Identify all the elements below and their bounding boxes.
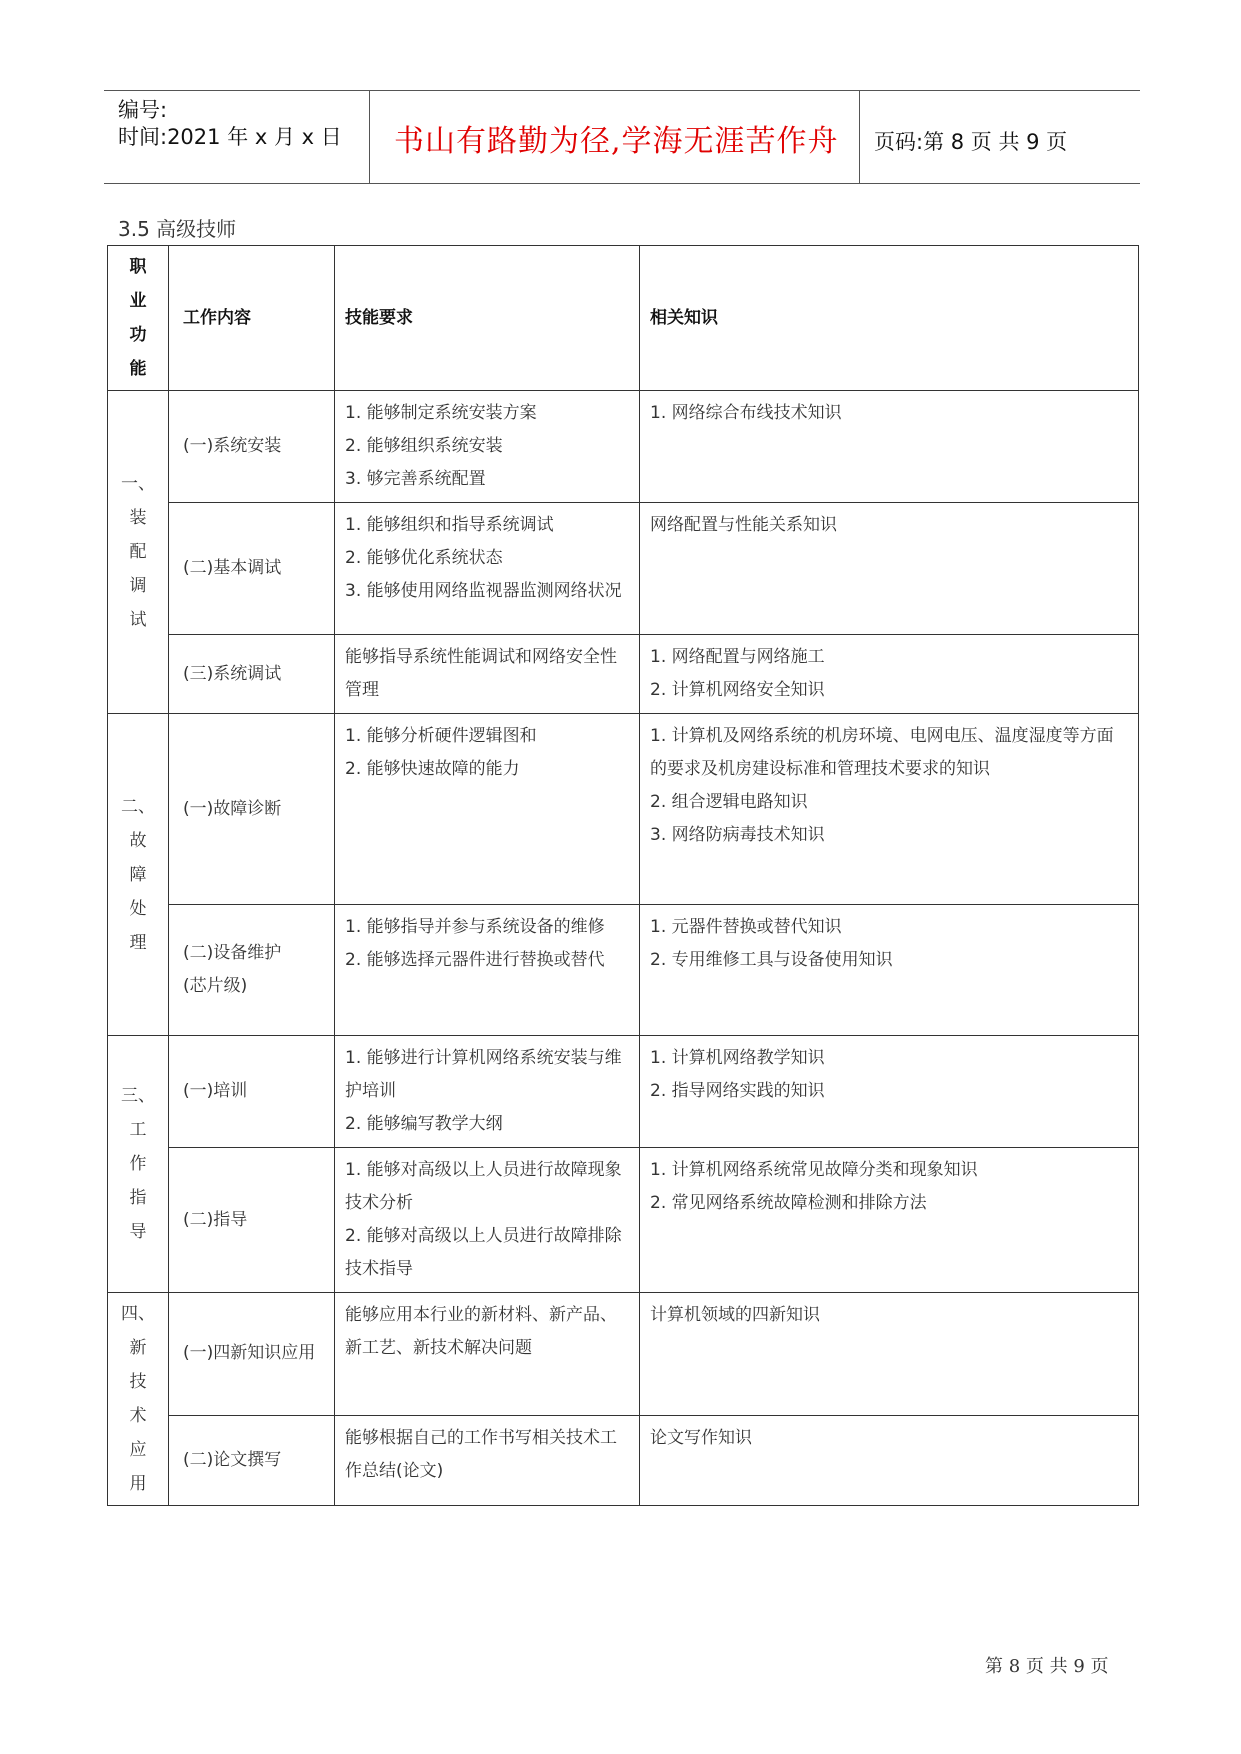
knowledge-cell bbox=[640, 635, 1139, 714]
header-page-label: 页码:第 8 页 共 9 页 bbox=[874, 130, 1068, 154]
skill-cell bbox=[335, 905, 640, 1036]
function-char: 指 bbox=[129, 1188, 147, 1208]
skill-item: 2. 能够快速故障的能力 bbox=[345, 759, 520, 779]
knowledge-item: 3. 网络防病毒技术知识 bbox=[650, 825, 825, 845]
skill-cell bbox=[335, 714, 640, 905]
function-char: 试 bbox=[129, 610, 147, 630]
table-row bbox=[108, 1293, 1139, 1416]
table-row bbox=[108, 635, 1139, 714]
header-function-char: 业 bbox=[129, 291, 147, 311]
function-cell-troubleshooting bbox=[108, 714, 169, 1036]
header-bottom-rule bbox=[104, 183, 1140, 184]
function-cell-new-tech bbox=[108, 1293, 169, 1506]
work-cell: (三)系统调试 bbox=[169, 635, 335, 714]
skill-item: 1. 能够进行计算机网络系统安装与维护培训 bbox=[345, 1048, 622, 1101]
skill-item: 1. 能够分析硬件逻辑图和 bbox=[345, 726, 537, 746]
function-char: 新 bbox=[129, 1338, 147, 1358]
skill-item: 1. 能够对高级以上人员进行故障现象技术分析 bbox=[345, 1160, 622, 1213]
work-line: (二)设备维护 bbox=[183, 943, 282, 963]
header-skill-requirement: 技能要求 bbox=[335, 246, 640, 391]
work-cell: (一)培训 bbox=[169, 1036, 335, 1148]
skill-item: 3. 能够使用网络监视器监测网络状况 bbox=[345, 581, 622, 601]
knowledge-item: 1. 网络配置与网络施工 bbox=[650, 647, 825, 667]
header-function-char: 能 bbox=[129, 359, 147, 379]
table-row bbox=[108, 905, 1139, 1036]
table-row bbox=[108, 503, 1139, 635]
skill-item: 2. 能够组织系统安装 bbox=[345, 436, 503, 456]
knowledge-item: 2. 计算机网络安全知识 bbox=[650, 680, 825, 700]
function-char: 障 bbox=[129, 864, 147, 885]
function-char: 作 bbox=[129, 1154, 147, 1174]
table-row bbox=[108, 391, 1139, 503]
document-number-label: 编号: bbox=[118, 98, 168, 122]
function-char: 装 bbox=[129, 508, 147, 528]
function-cell-guidance bbox=[108, 1036, 169, 1293]
skill-cell bbox=[335, 1293, 640, 1416]
work-cell: (二)指导 bbox=[169, 1148, 335, 1293]
function-char: 三、 bbox=[121, 1086, 155, 1106]
document-time-label: 时间:2021 年 x 月 x 日 bbox=[118, 125, 342, 149]
skill-item: 能够根据自己的工作书写相关技术工作总结(论文) bbox=[345, 1427, 617, 1481]
function-char: 应 bbox=[129, 1440, 147, 1460]
skill-cell bbox=[335, 1415, 640, 1505]
skill-item: 3. 够完善系统配置 bbox=[345, 469, 486, 489]
table-row bbox=[108, 1148, 1139, 1293]
knowledge-item: 2. 专用维修工具与设备使用知识 bbox=[650, 950, 893, 970]
skill-item: 能够指导系统性能调试和网络安全性管理 bbox=[345, 647, 617, 700]
header-function bbox=[108, 246, 169, 391]
knowledge-item: 2. 常见网络系统故障检测和排除方法 bbox=[650, 1193, 927, 1213]
table-row bbox=[108, 1036, 1139, 1148]
skill-item: 2. 能够优化系统状态 bbox=[345, 548, 503, 568]
skill-item: 2. 能够编写教学大纲 bbox=[345, 1114, 503, 1134]
work-cell: (一)故障诊断 bbox=[169, 714, 335, 905]
function-char: 配 bbox=[129, 542, 147, 562]
knowledge-cell bbox=[640, 503, 1139, 635]
page-footer: 第 8 页 共 9 页 bbox=[985, 1656, 1109, 1677]
function-char: 一、 bbox=[121, 474, 155, 494]
function-char: 用 bbox=[129, 1474, 147, 1494]
knowledge-item: 计算机领域的四新知识 bbox=[650, 1305, 820, 1325]
section-title: 3.5 高级技师 bbox=[118, 217, 237, 241]
function-char: 调 bbox=[129, 576, 147, 596]
header-function-char: 职 bbox=[129, 257, 147, 277]
function-char: 四、 bbox=[121, 1304, 155, 1324]
function-char: 技 bbox=[129, 1372, 147, 1392]
header-divider-left bbox=[369, 90, 370, 183]
skill-item: 2. 能够选择元器件进行替换或替代 bbox=[345, 950, 605, 970]
knowledge-cell bbox=[640, 905, 1139, 1036]
knowledge-item: 1. 计算机及网络系统的机房环境、电网电压、温度湿度等方面的要求及机房建设标准和管理技术要求的知识 bbox=[650, 726, 1114, 779]
header-related-knowledge: 相关知识 bbox=[640, 246, 1139, 391]
work-line: (芯片级) bbox=[183, 976, 248, 996]
knowledge-item: 1. 元器件替换或替代知识 bbox=[650, 917, 842, 937]
knowledge-cell bbox=[640, 1148, 1139, 1293]
skill-cell bbox=[335, 1148, 640, 1293]
table-header-row bbox=[108, 246, 1139, 391]
function-char: 工 bbox=[129, 1120, 147, 1140]
work-cell bbox=[169, 905, 335, 1036]
knowledge-cell bbox=[640, 1293, 1139, 1416]
skills-table bbox=[107, 245, 1139, 1506]
skill-cell bbox=[335, 635, 640, 714]
work-cell: (二)论文撰写 bbox=[169, 1415, 335, 1505]
knowledge-item: 论文写作知识 bbox=[650, 1427, 752, 1448]
knowledge-item: 2. 指导网络实践的知识 bbox=[650, 1081, 825, 1101]
work-cell: (二)基本调试 bbox=[169, 503, 335, 635]
work-cell: (一)四新知识应用 bbox=[169, 1293, 335, 1416]
header-work-content: 工作内容 bbox=[169, 246, 335, 391]
skill-cell bbox=[335, 391, 640, 503]
skill-item: 1. 能够指导并参与系统设备的维修 bbox=[345, 917, 605, 937]
knowledge-item: 1. 计算机网络系统常见故障分类和现象知识 bbox=[650, 1160, 978, 1180]
function-cell-assembly bbox=[108, 391, 169, 714]
knowledge-cell bbox=[640, 391, 1139, 503]
header-top-rule bbox=[104, 90, 1140, 91]
knowledge-item: 1. 计算机网络教学知识 bbox=[650, 1048, 825, 1068]
skill-item: 2. 能够对高级以上人员进行故障排除技术指导 bbox=[345, 1226, 622, 1279]
function-char: 故 bbox=[129, 830, 147, 851]
work-cell: (一)系统安装 bbox=[169, 391, 335, 503]
header-divider-right bbox=[859, 90, 860, 183]
skill-cell bbox=[335, 503, 640, 635]
knowledge-cell bbox=[640, 1415, 1139, 1505]
table-row bbox=[108, 1415, 1139, 1505]
skill-item: 能够应用本行业的新材料、新产品、新工艺、新技术解决问题 bbox=[345, 1305, 617, 1358]
skill-item: 1. 能够组织和指导系统调试 bbox=[345, 515, 554, 535]
skill-item: 1. 能够制定系统安装方案 bbox=[345, 403, 537, 423]
knowledge-item: 网络配置与性能关系知识 bbox=[650, 515, 837, 535]
knowledge-cell bbox=[640, 714, 1139, 905]
skill-cell bbox=[335, 1036, 640, 1148]
knowledge-item: 2. 组合逻辑电路知识 bbox=[650, 792, 808, 812]
function-char: 术 bbox=[129, 1406, 147, 1426]
knowledge-cell bbox=[640, 1036, 1139, 1148]
header-motto: 书山有路勤为径,学海无涯苦作舟 bbox=[394, 124, 839, 159]
function-char: 处 bbox=[129, 898, 147, 919]
function-char: 理 bbox=[129, 932, 147, 953]
header-function-char: 功 bbox=[129, 325, 147, 345]
function-char: 二、 bbox=[121, 796, 155, 817]
knowledge-item: 1. 网络综合布线技术知识 bbox=[650, 403, 842, 423]
function-char: 导 bbox=[129, 1222, 147, 1242]
table-row bbox=[108, 714, 1139, 905]
